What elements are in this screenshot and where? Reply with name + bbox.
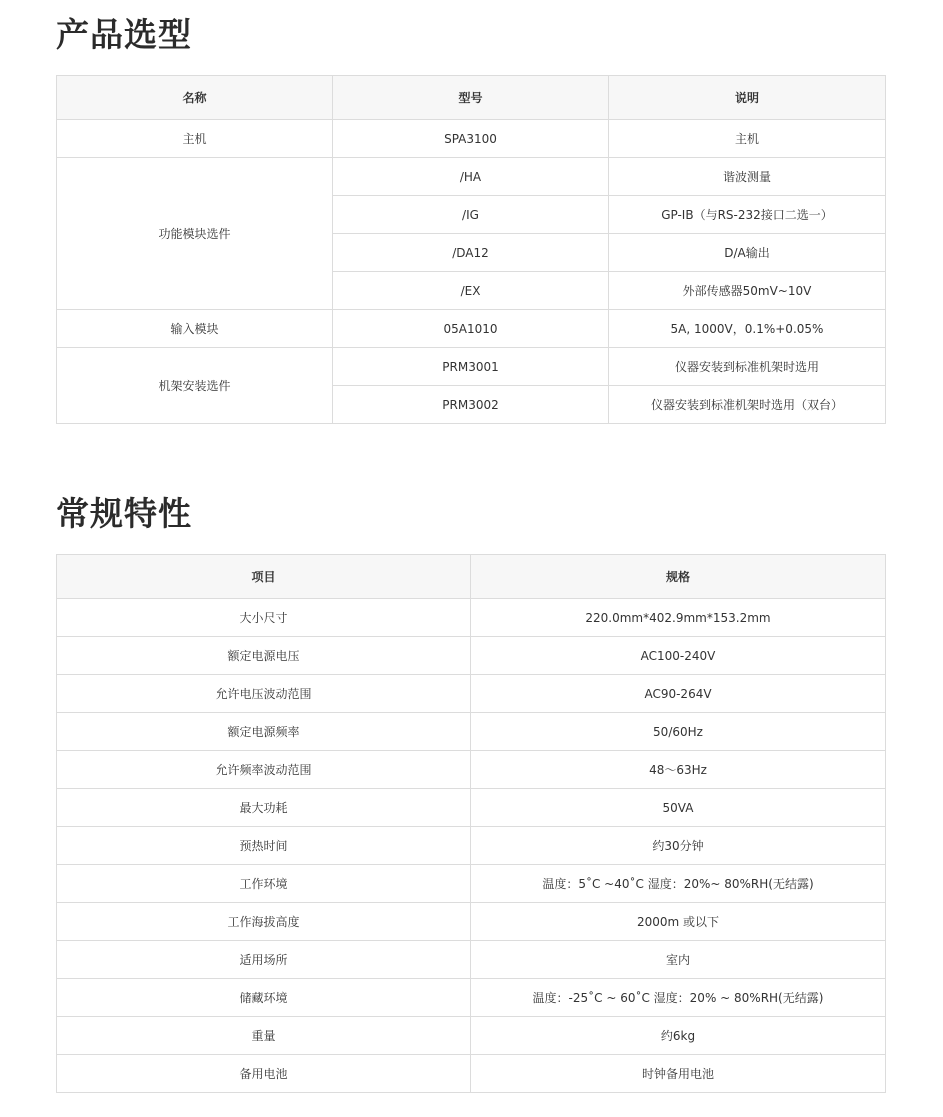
cell-spec: AC90-264V xyxy=(471,675,886,713)
general-characteristics-table xyxy=(56,554,886,1093)
column-header-name: 名称 xyxy=(57,76,333,120)
cell-item: 允许频率波动范围 xyxy=(57,751,471,789)
cell-spec: 2000m 或以下 xyxy=(471,903,886,941)
table-row xyxy=(57,789,886,827)
cell-model: PRM3002 xyxy=(333,386,609,424)
cell-item: 重量 xyxy=(57,1017,471,1055)
cell-name: 机架安装选件 xyxy=(57,348,333,424)
table-row xyxy=(57,903,886,941)
cell-name: 主机 xyxy=(57,120,333,158)
cell-model: /HA xyxy=(333,158,609,196)
cell-spec: 约6kg xyxy=(471,1017,886,1055)
cell-spec: 48～63Hz xyxy=(471,751,886,789)
table-row xyxy=(57,1017,886,1055)
cell-spec: 温度：5˚C ~40˚C 湿度：20%~ 80%RH(无结露) xyxy=(471,865,886,903)
table-row xyxy=(57,675,886,713)
cell-spec: AC100-240V xyxy=(471,637,886,675)
table-row xyxy=(57,941,886,979)
table-row xyxy=(57,158,886,196)
cell-item: 储藏环境 xyxy=(57,979,471,1017)
table-row xyxy=(57,599,886,637)
column-header-model: 型号 xyxy=(333,76,609,120)
cell-spec: 室内 xyxy=(471,941,886,979)
cell-item: 备用电池 xyxy=(57,1055,471,1093)
cell-item: 额定电源频率 xyxy=(57,713,471,751)
cell-item: 适用场所 xyxy=(57,941,471,979)
cell-item: 额定电源电压 xyxy=(57,637,471,675)
table-row xyxy=(57,979,886,1017)
cell-model: /EX xyxy=(333,272,609,310)
cell-description: 仪器安装到标准机架时选用 xyxy=(609,348,886,386)
table-row xyxy=(57,310,886,348)
table-row xyxy=(57,713,886,751)
cell-model: /IG xyxy=(333,196,609,234)
table-row xyxy=(57,865,886,903)
table-header-row xyxy=(57,76,886,120)
cell-description: 外部传感器50mV~10V xyxy=(609,272,886,310)
cell-description: 5A, 1000V，0.1%+0.05% xyxy=(609,310,886,348)
column-header-spec: 规格 xyxy=(471,555,886,599)
table-header-row xyxy=(57,555,886,599)
cell-description: 仪器安装到标准机架时选用（双台） xyxy=(609,386,886,424)
cell-spec: 220.0mm*402.9mm*153.2mm xyxy=(471,599,886,637)
table-row xyxy=(57,637,886,675)
cell-description: 主机 xyxy=(609,120,886,158)
table-row xyxy=(57,348,886,386)
column-header-description: 说明 xyxy=(609,76,886,120)
column-header-item: 项目 xyxy=(57,555,471,599)
cell-model: 05A1010 xyxy=(333,310,609,348)
cell-item: 工作环境 xyxy=(57,865,471,903)
cell-spec: 50VA xyxy=(471,789,886,827)
cell-spec: 约30分钟 xyxy=(471,827,886,865)
cell-item: 预热时间 xyxy=(57,827,471,865)
cell-name: 功能模块选件 xyxy=(57,158,333,310)
cell-spec: 时钟备用电池 xyxy=(471,1055,886,1093)
cell-item: 允许电压波动范围 xyxy=(57,675,471,713)
cell-model: SPA3100 xyxy=(333,120,609,158)
cell-description: GP-IB（与RS-232接口二选一） xyxy=(609,196,886,234)
cell-model: PRM3001 xyxy=(333,348,609,386)
section-title-product-selection: 产品选型 xyxy=(56,15,192,54)
cell-item: 工作海拔高度 xyxy=(57,903,471,941)
table-row xyxy=(57,1055,886,1093)
cell-description: 谐波测量 xyxy=(609,158,886,196)
table-row xyxy=(57,751,886,789)
product-selection-table xyxy=(56,75,886,424)
cell-item: 大小尺寸 xyxy=(57,599,471,637)
section-title-general-characteristics: 常规特性 xyxy=(56,494,192,533)
cell-description: D/A输出 xyxy=(609,234,886,272)
cell-model: /DA12 xyxy=(333,234,609,272)
cell-name: 输入模块 xyxy=(57,310,333,348)
cell-item: 最大功耗 xyxy=(57,789,471,827)
cell-spec: 50/60Hz xyxy=(471,713,886,751)
cell-spec: 温度：-25˚C ~ 60˚C 湿度：20% ~ 80%RH(无结露) xyxy=(471,979,886,1017)
table-row xyxy=(57,120,886,158)
table-row xyxy=(57,827,886,865)
